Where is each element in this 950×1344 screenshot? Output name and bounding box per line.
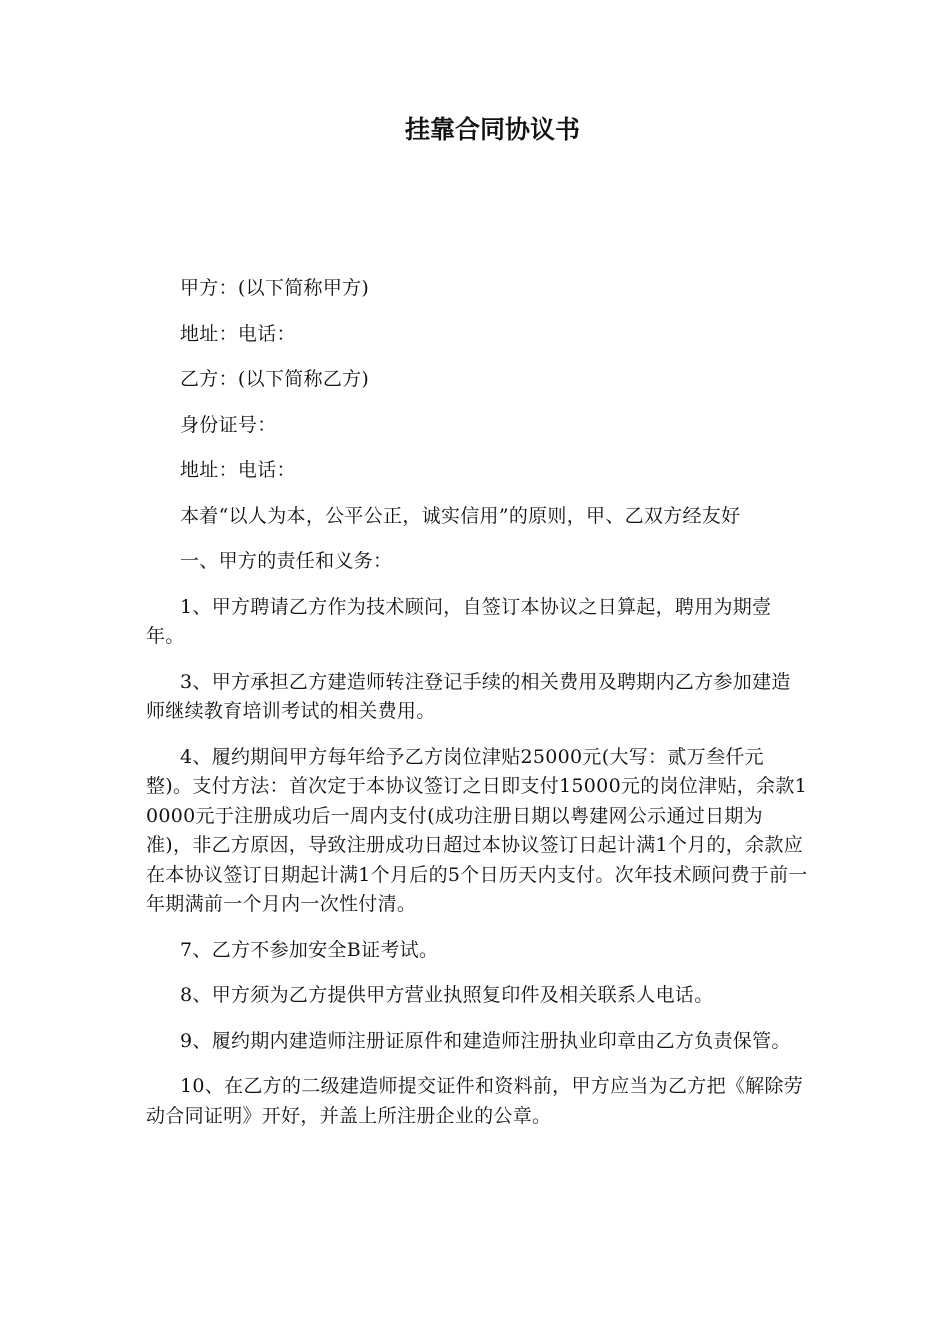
document-body — [146, 274, 808, 1131]
clause-8: 8、甲方须为乙方提供甲方营业执照复印件及相关联系人电话。 — [180, 984, 714, 1006]
party-b-address-line: 地址：电话： — [180, 459, 296, 481]
document-title: 挂靠合同协议书 — [404, 115, 580, 144]
clause-10: 10、在乙方的二级建造师提交证件和资料前，甲方应当为乙方把《解除劳动合同证明》开好，并盖上所注册企业的公章。 — [146, 1075, 804, 1127]
preamble-paragraph: 本着“以人为本，公平公正，诚实信用”的原则，甲、乙双方经友好 — [180, 504, 741, 527]
clause-9: 9、履约期内建造师注册证原件和建造师注册执业印章由乙方负责保管。 — [180, 1029, 791, 1052]
party-a-address-line: 地址：电话： — [180, 322, 296, 345]
party-b-line: 乙方：(以下简称乙方) — [180, 368, 370, 390]
clause-1: 1、甲方聘请乙方作为技术顾问，自签订本协议之日算起，聘用为期壹年。 — [146, 595, 772, 647]
clause-3: 3、甲方承担乙方建造师转注登记手续的相关费用及聘期内乙方参加建造师继续教育培训考试的相关费用。 — [146, 670, 791, 722]
party-a-line: 甲方：(以下简称甲方) — [180, 277, 370, 299]
clause-4: 4、履约期间甲方每年给予乙方岗位津贴25000元(大写：贰万叁仟元整)。支付方法：首次定于本协议签订之日即支付15000元的岗位津贴，余款10000元于注册成功后一周内支付(成功注册日期以粤建网公示通过日期为准)，非乙方原因，导致注册成功日超过本协议签订日起计满1个月的，余款应在本协议签订日期起计满1个月后的5个日历天内支付。次年技术顾问费于前一年期满前一个月内一次性付清。 — [146, 745, 808, 915]
id-number-line: 身份证号： — [180, 413, 277, 436]
clause-7: 7、乙方不参加安全B证考试。 — [180, 938, 439, 961]
section-heading: 一、甲方的责任和义务： — [180, 550, 393, 572]
